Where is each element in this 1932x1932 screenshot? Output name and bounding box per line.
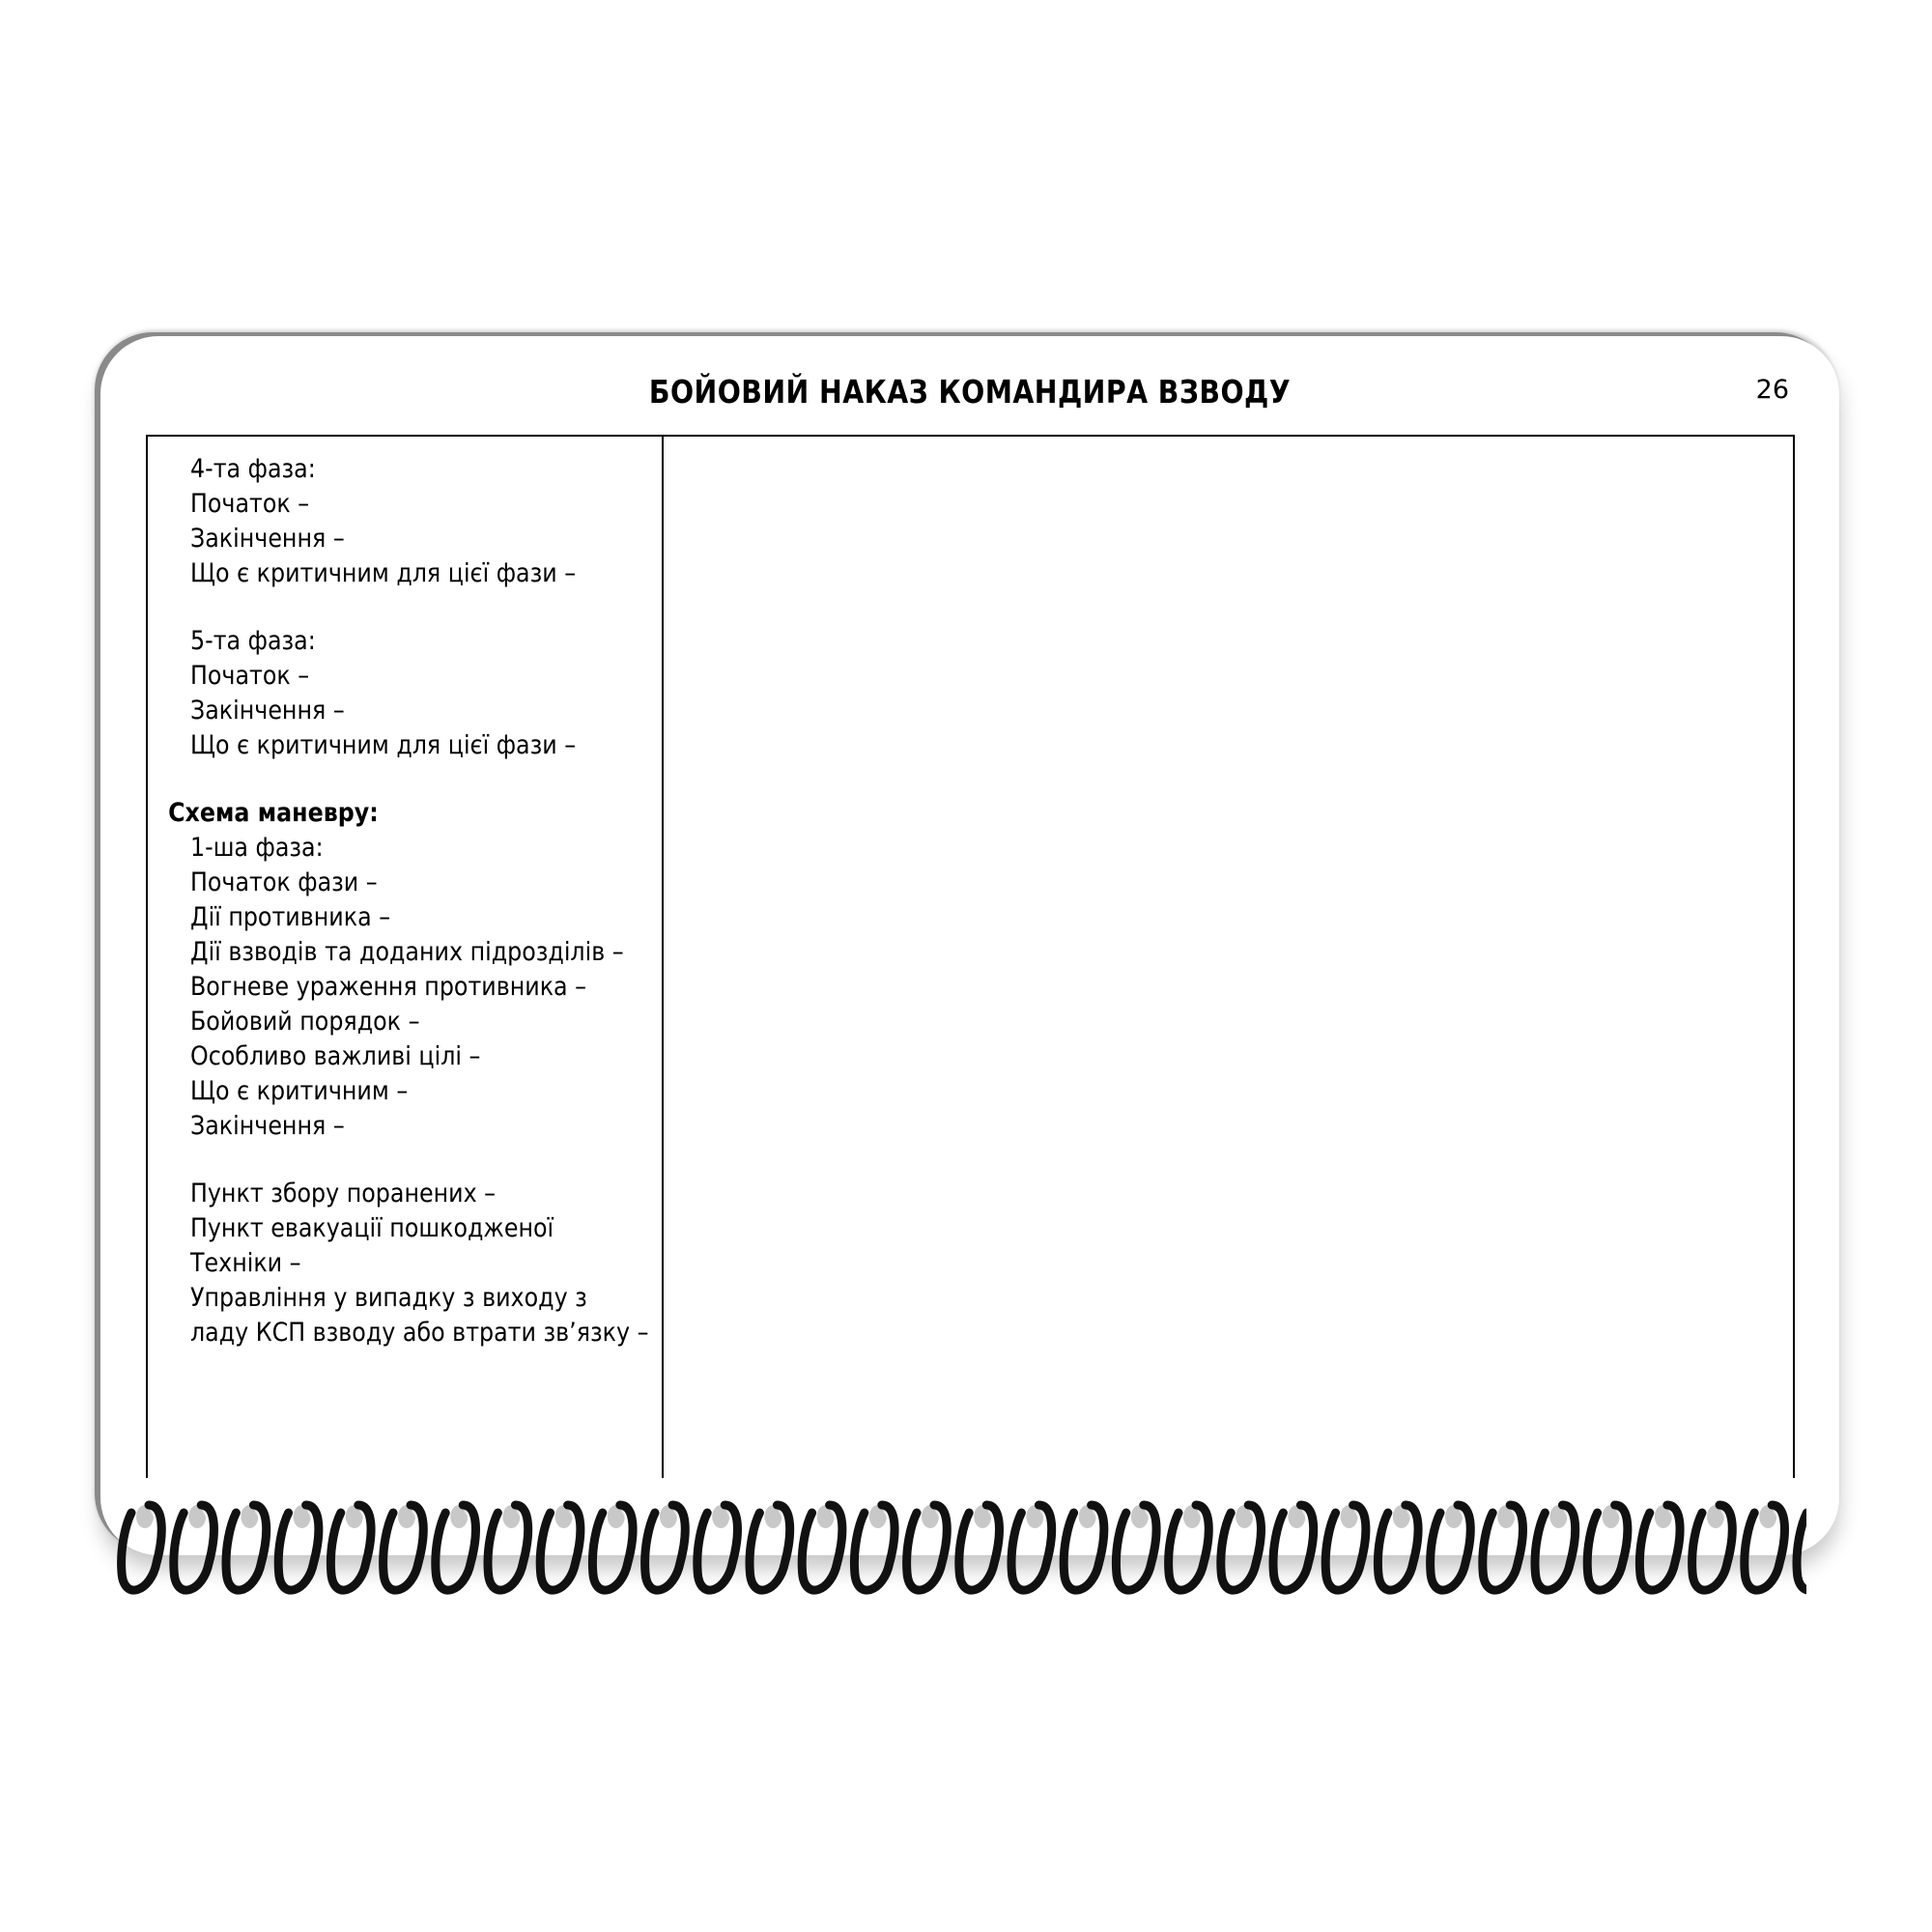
binding-ring: [226, 1505, 267, 1590]
binding-ring: [959, 1505, 1000, 1590]
binding-ring: [436, 1505, 476, 1590]
spacer: [148, 591, 662, 624]
binding-ring: [330, 1505, 371, 1590]
scheme-item: Початок фази –: [190, 867, 378, 897]
left-column: [148, 437, 662, 1478]
scheme-item: Дії противника –: [190, 902, 391, 932]
binding-ring-wire: [1797, 1505, 1806, 1590]
scheme-phase1-label: 1-ша фаза:: [190, 833, 324, 863]
scheme-item: Вогневе ураження противника –: [190, 972, 587, 1002]
scheme-item: Особливо важливі цілі –: [190, 1041, 481, 1071]
binding-ring: [907, 1505, 948, 1590]
phase4-label: 4-та фаза:: [190, 454, 316, 484]
spacer: [148, 763, 662, 796]
logistics-item: Техніки –: [190, 1248, 301, 1278]
phase5-start: Початок –: [190, 661, 310, 691]
spiral-binding: [106, 1495, 1806, 1621]
binding-ring: [1483, 1505, 1523, 1590]
phase4-start: Початок –: [190, 489, 310, 519]
scheme-item: Дії взводів та доданих підрозділів –: [190, 937, 624, 967]
binding-ring: [540, 1505, 581, 1590]
binding-ring: [1587, 1505, 1628, 1590]
column-divider: [662, 437, 664, 1478]
logistics-item: ладу КСП взводу або втрати зв’язку –: [190, 1318, 649, 1348]
page-number: 26: [1755, 375, 1789, 405]
binding-ring: [278, 1505, 319, 1590]
binding-ring: [645, 1505, 686, 1590]
phase4-critical: Що є критичним для цієї фази –: [190, 558, 577, 588]
logistics-item: Пункт евакуації пошкодженої: [190, 1213, 554, 1243]
binding-ring: [1221, 1505, 1262, 1590]
binding-ring: [1639, 1505, 1680, 1590]
binding-ring: [1797, 1505, 1806, 1590]
binding-ring: [854, 1505, 895, 1590]
binding-ring: [1692, 1505, 1733, 1590]
binding-ring: [1064, 1505, 1104, 1590]
scheme-item: Закінчення –: [190, 1111, 345, 1141]
binding-ring: [750, 1505, 790, 1590]
binding-ring: [1535, 1505, 1576, 1590]
binding-ring: [122, 1505, 162, 1590]
scheme-item: Бойовий порядок –: [190, 1007, 420, 1037]
phase5-end: Закінчення –: [190, 696, 345, 725]
binding-ring: [697, 1505, 738, 1590]
binding-ring: [1169, 1505, 1209, 1590]
order-table: [146, 435, 1795, 1478]
scheme-heading: Схема маневру:: [168, 798, 379, 828]
binding-ring: [1431, 1505, 1471, 1590]
binding-ring: [174, 1505, 214, 1590]
binding-ring: [802, 1505, 842, 1590]
binding-ring: [384, 1505, 424, 1590]
spacer: [148, 1144, 662, 1177]
binding-ring: [488, 1505, 528, 1590]
phase5-label: 5-та фаза:: [190, 626, 316, 656]
binding-ring: [592, 1505, 633, 1590]
logistics-item: Управління у випадку з виходу з: [190, 1283, 587, 1313]
binding-ring: [1273, 1505, 1314, 1590]
scheme-item: Що є критичним –: [190, 1076, 409, 1106]
phase4-end: Закінчення –: [190, 524, 345, 554]
binding-ring: [1011, 1505, 1052, 1590]
binding-ring: [1745, 1505, 1785, 1590]
binding-ring: [1116, 1505, 1156, 1590]
binding-ring: [1325, 1505, 1366, 1590]
page-title: БОЙОВИЙ НАКАЗ КОМАНДИРА ВЗВОДУ: [648, 373, 1292, 411]
binding-ring: [1378, 1505, 1418, 1590]
phase5-critical: Що є критичним для цієї фази –: [190, 730, 577, 760]
logistics-item: Пункт збору поранених –: [190, 1179, 497, 1208]
notebook-page: [100, 336, 1839, 1555]
